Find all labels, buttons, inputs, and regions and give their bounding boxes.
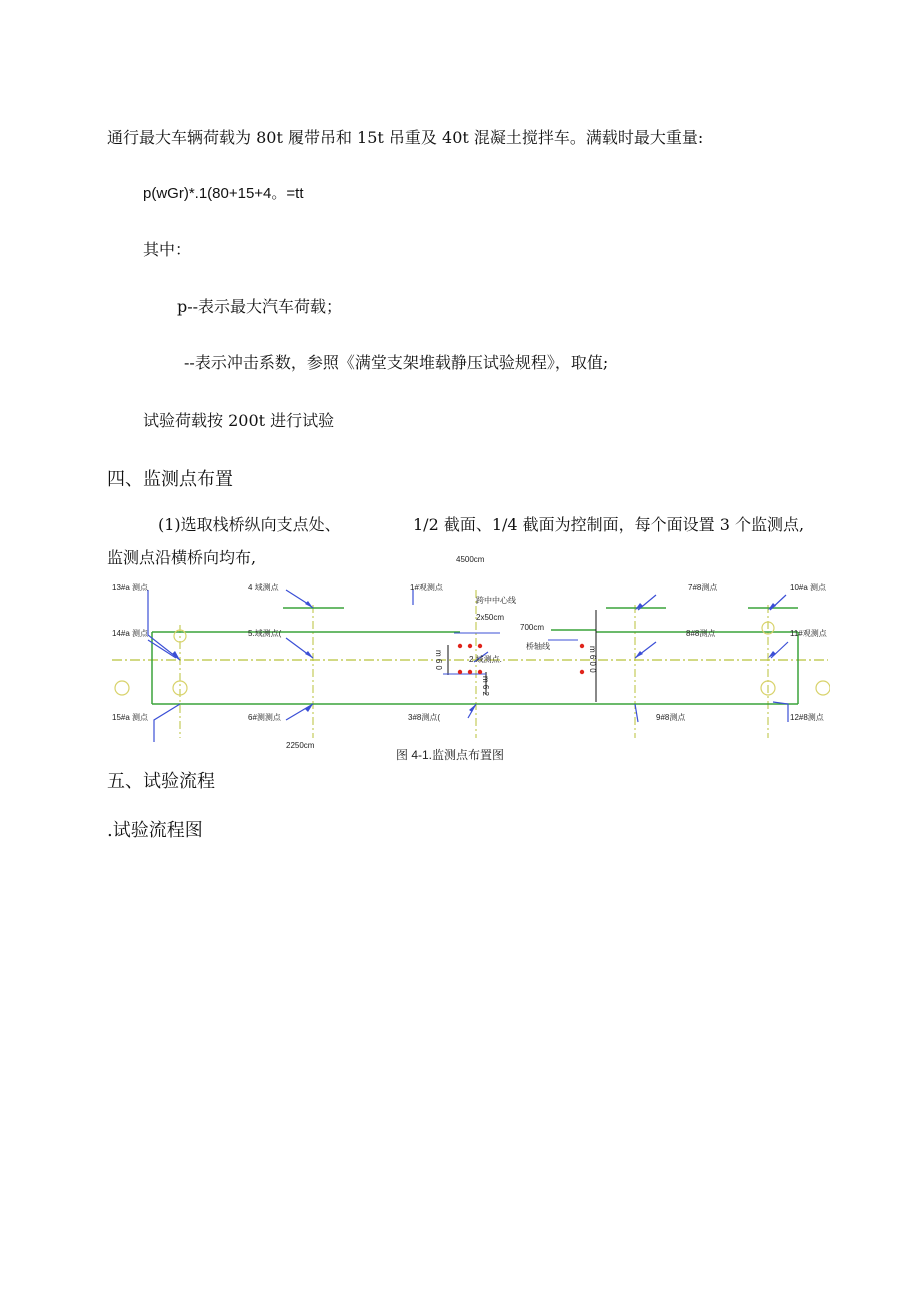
dot-1b <box>468 644 472 648</box>
para-monitor-c: 监测点沿横桥向均布, <box>107 548 257 567</box>
para-load-vehicle: 通行最大车辆荷载为 80t 履带吊和 15t 吊重及 40t 混凝土搅拌车。满载时最大重量: <box>107 128 704 147</box>
dim-total-label: 4500cm <box>456 555 485 564</box>
dot-3b <box>580 670 584 674</box>
vertical-dim-2: m 6 2 <box>481 676 490 697</box>
dot-1a <box>458 644 462 648</box>
arrow-15 <box>154 704 180 742</box>
arrow-head-8 <box>635 651 643 658</box>
point-6-label: 6#测测点 <box>248 713 281 722</box>
point-1-label: 1#观测点 <box>410 583 443 592</box>
point-15-label: 15#a 测点 <box>112 713 149 722</box>
dot-3a <box>580 644 584 648</box>
point-9-label: 9#8测点 <box>656 713 686 722</box>
point-5-label: 5.域测点( <box>248 629 282 638</box>
section-4-title: 四、监测点布置 <box>107 469 233 490</box>
point-12-label: 12#8测点 <box>790 713 824 722</box>
para-where: 其中： <box>143 240 192 259</box>
point-13-label: 13#a 测点 <box>112 583 149 592</box>
dot-2c <box>478 670 482 674</box>
figure-caption: 图 4-1.监测点布置图 <box>396 748 505 762</box>
arrow-head-5 <box>305 651 313 658</box>
point-14-label: 14#a 测点 <box>112 629 149 638</box>
span-center-label: 跨中中心线 <box>476 596 516 605</box>
vertical-dim-3: m 6 0 0 <box>588 646 597 673</box>
arrow-12 <box>773 702 788 722</box>
pier-right-3 <box>816 681 830 695</box>
leader-arrows <box>148 590 788 742</box>
dim-2x50-label: 2x50cm <box>476 613 505 622</box>
dim-700-label: 700cm <box>520 623 545 632</box>
point-2-label: 2 域测点. <box>469 655 502 664</box>
point-7-label: 7#8测点 <box>688 583 718 592</box>
diagram-svg <box>108 550 830 750</box>
dot-2a <box>458 670 462 674</box>
point-3-label: 3#8测点( <box>408 713 441 722</box>
point-8-label: 8#8测点 <box>686 629 716 638</box>
arrow-head-3 <box>469 704 476 712</box>
point-10-label: 10#a 测点 <box>790 583 827 592</box>
pier-left-1 <box>115 681 129 695</box>
section-5-title: 五、试验流程 <box>107 771 215 792</box>
para-test-load: 试验荷载按 200t 进行试验 <box>143 411 335 430</box>
dot-1c <box>478 644 482 648</box>
para-def-impact: --表示冲击系数，参照《满堂支架堆载静压试验规程》，取值; <box>184 353 609 372</box>
arrow-6 <box>286 704 313 720</box>
bridge-axis-label: 桥轴线 <box>526 642 550 651</box>
flowchart-subtitle: .试验流程图 <box>107 820 203 841</box>
formula: p(wGr)*.1(80+15+4。=tt <box>143 185 304 202</box>
dim-half-label: 2250cm <box>286 741 315 750</box>
point-11-label: 11#观测点 <box>790 629 827 638</box>
dot-2b <box>468 670 472 674</box>
arrow-head-10 <box>768 603 776 610</box>
para-def-p: p--表示最大汽车荷载； <box>177 297 343 316</box>
para-monitor-a: (1)选取栈桥纵向支点处、 <box>158 515 341 534</box>
para-monitor-b: 1/2 截面、1/4 截面为控制面，每个面设置 3 个监测点, <box>413 515 805 534</box>
arrow-13 <box>148 590 180 660</box>
vertical-dim-1: m 6 0 <box>434 650 443 671</box>
arrow-11 <box>771 642 788 658</box>
point-4-label: 4 域测点 <box>248 583 279 592</box>
monitoring-layout-diagram <box>108 550 830 750</box>
arrow-head-4 <box>305 601 313 608</box>
